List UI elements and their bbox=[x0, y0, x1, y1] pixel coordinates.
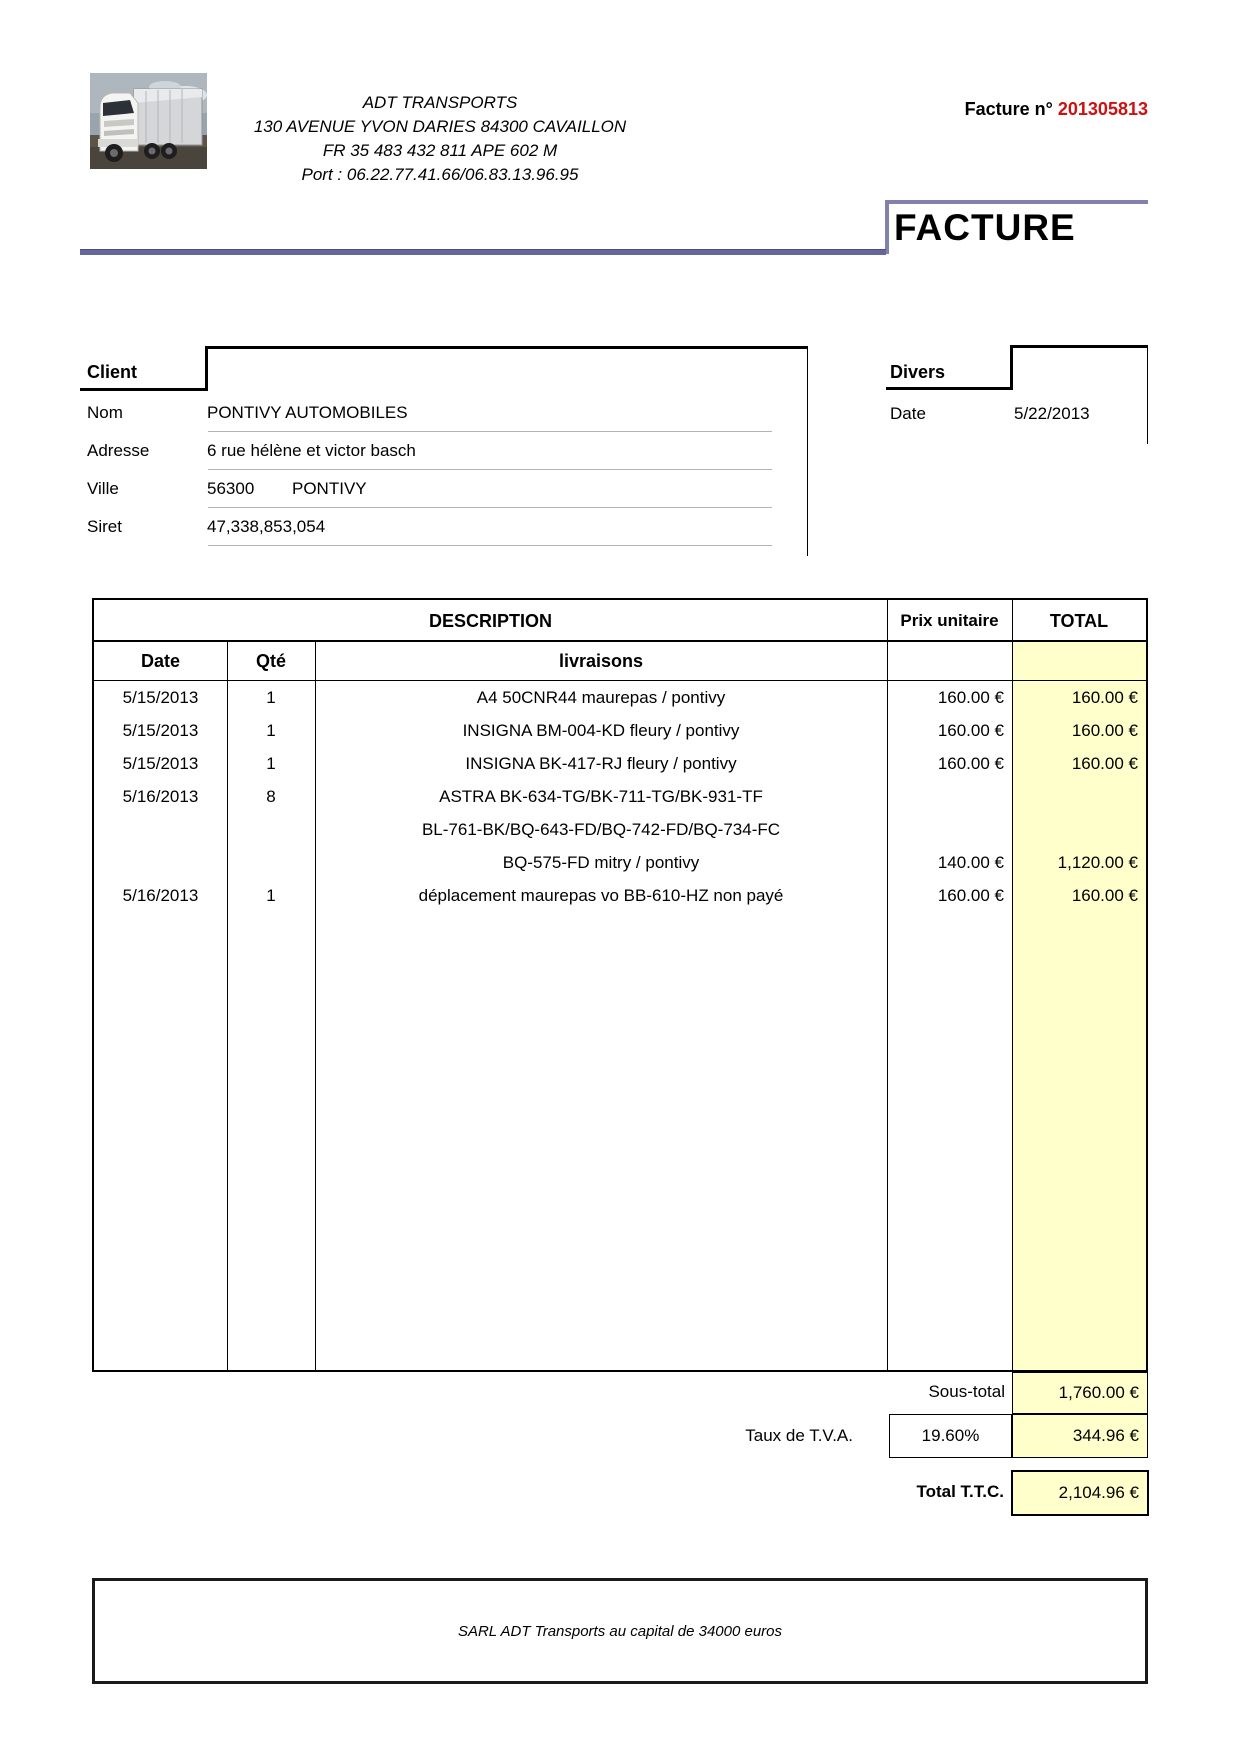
row-description: ASTRA BK-634-TG/BK-711-TG/BK-931-TF bbox=[439, 787, 763, 806]
company-address: 130 AVENUE YVON DARIES 84300 CAVAILLON bbox=[253, 117, 627, 136]
table-row bbox=[94, 780, 1146, 813]
row-description: INSIGNA BK-417-RJ fleury / pontivy bbox=[465, 754, 737, 773]
col-header-total: TOTAL bbox=[1049, 611, 1109, 631]
client-box-top-border bbox=[205, 346, 808, 349]
company-header bbox=[150, 91, 730, 187]
items-table bbox=[92, 598, 1148, 1372]
col-header-unit-price: Prix unitaire bbox=[900, 611, 999, 630]
row-unit-price: 160.00 € bbox=[937, 688, 1004, 707]
company-phone: Port : 06.22.77.41.66/06.83.13.96.95 bbox=[301, 165, 579, 184]
row-qty: 1 bbox=[266, 886, 276, 905]
row-total: 160.00 € bbox=[1071, 886, 1138, 905]
table-row bbox=[94, 813, 1146, 846]
divers-label-underline bbox=[886, 387, 1013, 390]
col-header-description: DESCRIPTION bbox=[428, 611, 552, 631]
vat-rate-label: Taux de T.V.A. bbox=[745, 1426, 853, 1445]
client-address-label: Adresse bbox=[87, 441, 150, 460]
row-unit-price: 160.00 € bbox=[937, 721, 1004, 740]
row-qty: 1 bbox=[266, 721, 276, 740]
grand-total-label: Total T.T.C. bbox=[916, 1482, 1004, 1501]
divers-section-label: Divers bbox=[890, 362, 946, 382]
subheader-delivery: livraisons bbox=[558, 651, 644, 671]
client-name-underline bbox=[208, 431, 772, 432]
vat-amount-value: 344.96 € bbox=[1012, 1414, 1148, 1458]
row-qty: 1 bbox=[266, 754, 276, 773]
row-unit-price: 140.00 € bbox=[937, 853, 1004, 872]
vat-rate-value: 19.60% bbox=[889, 1414, 1012, 1458]
row-unit-price: 160.00 € bbox=[937, 754, 1004, 773]
row-description: A4 50CNR44 maurepas / pontivy bbox=[476, 688, 726, 707]
subheader-qty: Qté bbox=[255, 651, 286, 671]
row-date: 5/16/2013 bbox=[122, 787, 199, 806]
document-title-box bbox=[885, 200, 1148, 254]
client-address-value: 6 rue hélène et victor basch bbox=[207, 441, 416, 460]
row-unit-price: 160.00 € bbox=[937, 886, 1004, 905]
client-name-value: PONTIVY AUTOMOBILES bbox=[207, 403, 408, 422]
row-total: 1,120.00 € bbox=[1057, 853, 1138, 872]
header-divider-rule bbox=[80, 249, 886, 255]
divers-box-top-border bbox=[1010, 345, 1148, 348]
row-description: déplacement maurepas vo BB-610-HZ non payé bbox=[418, 886, 784, 905]
document-title: FACTURE bbox=[894, 207, 1076, 248]
client-city-underline bbox=[208, 507, 772, 508]
row-total: 160.00 € bbox=[1071, 688, 1138, 707]
client-box-corner-border bbox=[205, 346, 208, 391]
subtotal-value: 1,760.00 € bbox=[1012, 1372, 1148, 1414]
row-qty: 8 bbox=[266, 787, 276, 806]
table-row bbox=[94, 846, 1146, 879]
client-postal-value: 56300 bbox=[207, 479, 255, 498]
divers-box-corner-border bbox=[1010, 345, 1013, 390]
company-name: ADT TRANSPORTS bbox=[362, 93, 518, 112]
row-date: 5/15/2013 bbox=[122, 721, 199, 740]
row-description: BQ-575-FD mitry / pontivy bbox=[502, 853, 700, 872]
divers-date-value: 5/22/2013 bbox=[1014, 404, 1090, 423]
row-total: 160.00 € bbox=[1071, 754, 1138, 773]
client-city-value: PONTIVY bbox=[292, 479, 367, 498]
row-total: 160.00 € bbox=[1071, 721, 1138, 740]
company-registration: FR 35 483 432 811 APE 602 M bbox=[322, 141, 558, 160]
client-name-label: Nom bbox=[87, 403, 123, 422]
row-date: 5/16/2013 bbox=[122, 886, 199, 905]
client-siret-underline bbox=[208, 545, 772, 546]
client-siret-value: 47,338,853,054 bbox=[207, 517, 326, 536]
row-qty: 1 bbox=[266, 688, 276, 707]
subtotal-label: Sous-total bbox=[928, 1382, 1005, 1401]
footer-box bbox=[92, 1578, 1148, 1684]
divers-date-label: Date bbox=[890, 404, 926, 423]
client-siret-label: Siret bbox=[87, 517, 122, 536]
row-date: 5/15/2013 bbox=[122, 688, 199, 707]
table-row bbox=[94, 879, 1146, 912]
divers-box-right-border bbox=[1147, 345, 1148, 444]
client-address-underline bbox=[208, 469, 772, 470]
row-date: 5/15/2013 bbox=[122, 754, 199, 773]
invoice-number-value: 201305813 bbox=[1057, 99, 1148, 119]
subheader-date: Date bbox=[140, 651, 180, 671]
table-row bbox=[94, 714, 1146, 747]
table-row bbox=[94, 747, 1146, 780]
grand-total-value: 2,104.96 € bbox=[1011, 1470, 1149, 1516]
table-row bbox=[94, 681, 1146, 714]
client-box-right-border bbox=[807, 346, 808, 556]
footer-text: SARL ADT Transports au capital de 34000 euros bbox=[457, 1622, 783, 1640]
client-label-underline bbox=[80, 388, 208, 391]
invoice-number-line bbox=[860, 99, 1148, 120]
row-description: INSIGNA BM-004-KD fleury / pontivy bbox=[462, 721, 740, 740]
invoice-number-label: Facture n° bbox=[964, 99, 1053, 119]
client-section-label: Client bbox=[87, 362, 138, 382]
client-city-label: Ville bbox=[87, 479, 119, 498]
row-description: BL-761-BK/BQ-643-FD/BQ-742-FD/BQ-734-FC bbox=[421, 820, 781, 839]
